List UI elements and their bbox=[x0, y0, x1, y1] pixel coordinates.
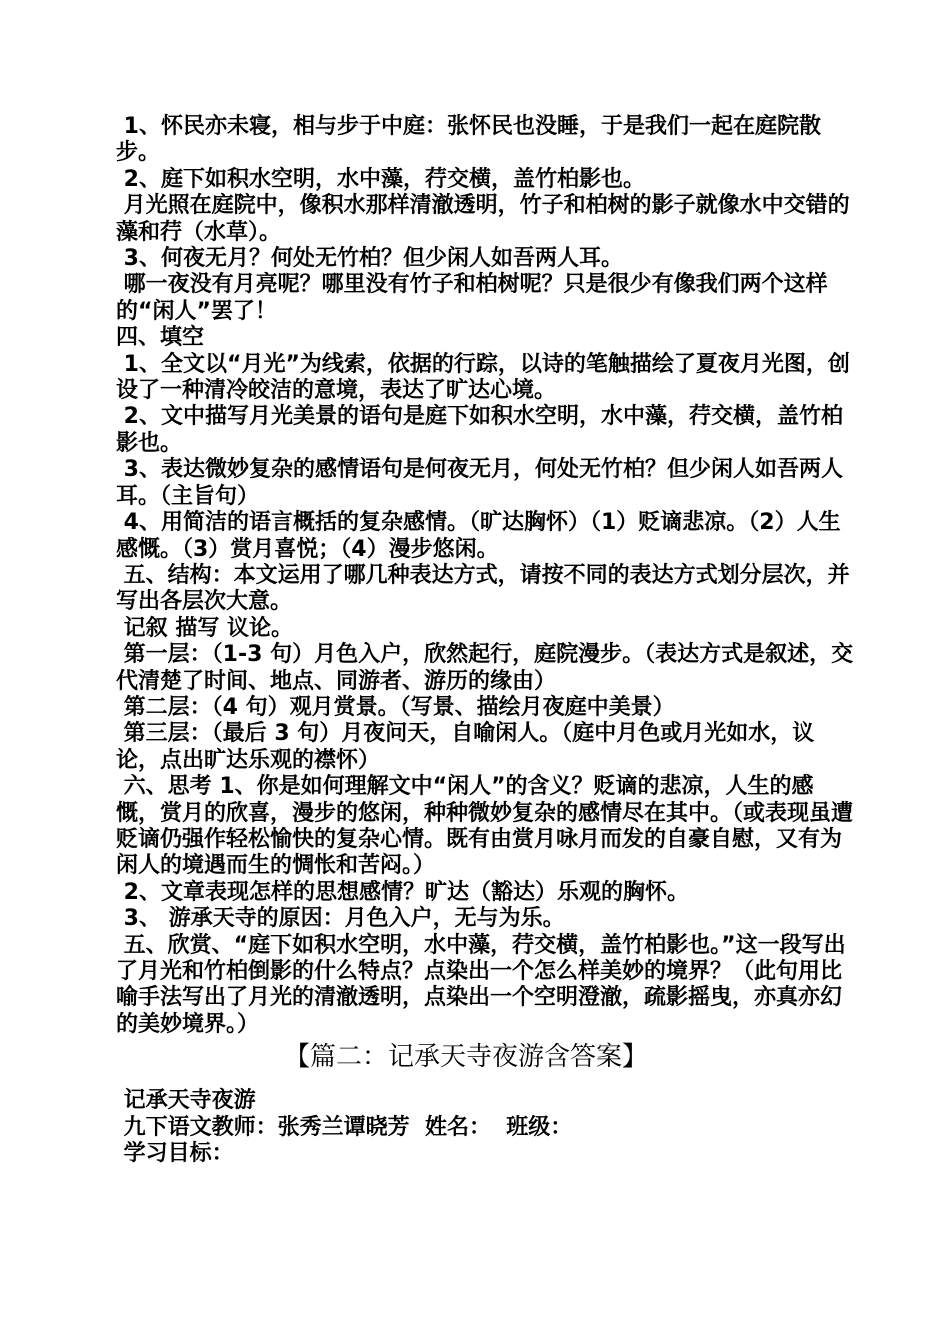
paragraph-5: 哪一夜没有月亮呢？哪里没有竹子和柏树呢？只是很少有像我们两个这样的“闲人”罢了！ bbox=[116, 272, 828, 324]
paragraph-2: 2、庭下如积水空明，水中藻，荇交横，盖竹柏影也。 bbox=[116, 166, 645, 192]
paragraph-9: 3、表达微妙复杂的感情语句是何夜无月，何处无竹柏？但少闲人如吾两人耳。（主旨句） bbox=[116, 457, 843, 509]
paragraph-18: 3、 游承天寺的原因：月色入户，无与为乐。 bbox=[116, 906, 565, 932]
paragraph-1: 1、怀民亦未寝，相与步于中庭：张怀民也没睡，于是我们一起在庭院散步。 bbox=[116, 114, 821, 166]
paragraph-10: 4、用简洁的语言概括的复杂感情。（旷达胸怀）（1）贬谪悲凉。（2）人生感慨。（3）赏月喜悦；（4）漫步悠闲。 bbox=[116, 510, 841, 562]
section-title-fill-blank: 四、填空 bbox=[116, 325, 205, 351]
paragraph-4: 3、何夜无月？何处无竹柏？但少闲人如吾两人耳。 bbox=[116, 246, 623, 272]
paragraph-13: 第一层：（1-3 句）月色入户，欣然起行，庭院漫步。（表达方式是叙述，交代清楚了时间、地点、同游者、游历的缘由） bbox=[116, 642, 854, 694]
paragraph-19: 五、欣赏、“庭下如积水空明，水中藻，荇交横，盖竹柏影也。”这一段写出了月光和竹柏倒影的什么特点？点染出一个怎么样美妙的境界？（此句用比喻手法写出了月光的清澈透明，点染出一个空明澄澈，疏影摇曳，亦真亦幻的美妙境界。） bbox=[116, 932, 846, 1037]
learning-goals-label: 学习目标： bbox=[116, 1141, 234, 1167]
paragraph-7: 1、全文以“月光”为线索，依据的行踪，以诗的笔触描绘了夏夜月光图，创设了一种清冷皎洁的意境，表达了旷达心境。 bbox=[116, 351, 850, 404]
article-title: 记承天寺夜游 bbox=[116, 1088, 256, 1114]
paragraph-8: 2、文中描写月光美景的语句是庭下如积水空明，水中藻，荇交横，盖竹柏影也。 bbox=[116, 404, 843, 456]
document-body bbox=[116, 114, 856, 1167]
paragraph-3: 月光照在庭院中，像积水那样清澈透明，竹子和柏树的影子就像水中交错的藻和荇（水草）。 bbox=[116, 193, 850, 245]
paragraph-15: 第三层：（最后 3 句）月夜问天，自喻闲人。（庭中月色或月光如水，议论，点出旷达乐观的襟怀） bbox=[116, 721, 815, 773]
paragraph-14: 第二层：（4 句）观月赏景。（写景、描绘月夜庭中美景） bbox=[116, 694, 675, 720]
paragraph-17: 2、文章表现怎样的思想感情？旷达（豁达）乐观的胸怀。 bbox=[116, 879, 689, 905]
section-heading: 【篇二：记承天寺夜游含答案】 bbox=[283, 1042, 648, 1073]
paragraph-16: 六、思考 1、你是如何理解文中“闲人”的含义？贬谪的悲凉，人生的感慨，赏月的欣喜，漫步的悠闲，种种微妙复杂的感情尽在其中。（或表现虽遭贬谪仍强作轻松愉快的复杂心情。既有由赏月咏月而发的自豪自慰，又有为闲人的境遇而生的惆怅和苦闷。） bbox=[116, 774, 854, 879]
paragraph-11: 五、结构：本文运用了哪几种表达方式，请按不同的表达方式划分层次，并写出各层次大意。 bbox=[116, 562, 850, 615]
paragraph-12: 记叙 描写 议论。 bbox=[116, 615, 293, 641]
teacher-info-line: 九下语文教师：张秀兰谭晓芳 姓名： 班级： bbox=[116, 1114, 573, 1140]
